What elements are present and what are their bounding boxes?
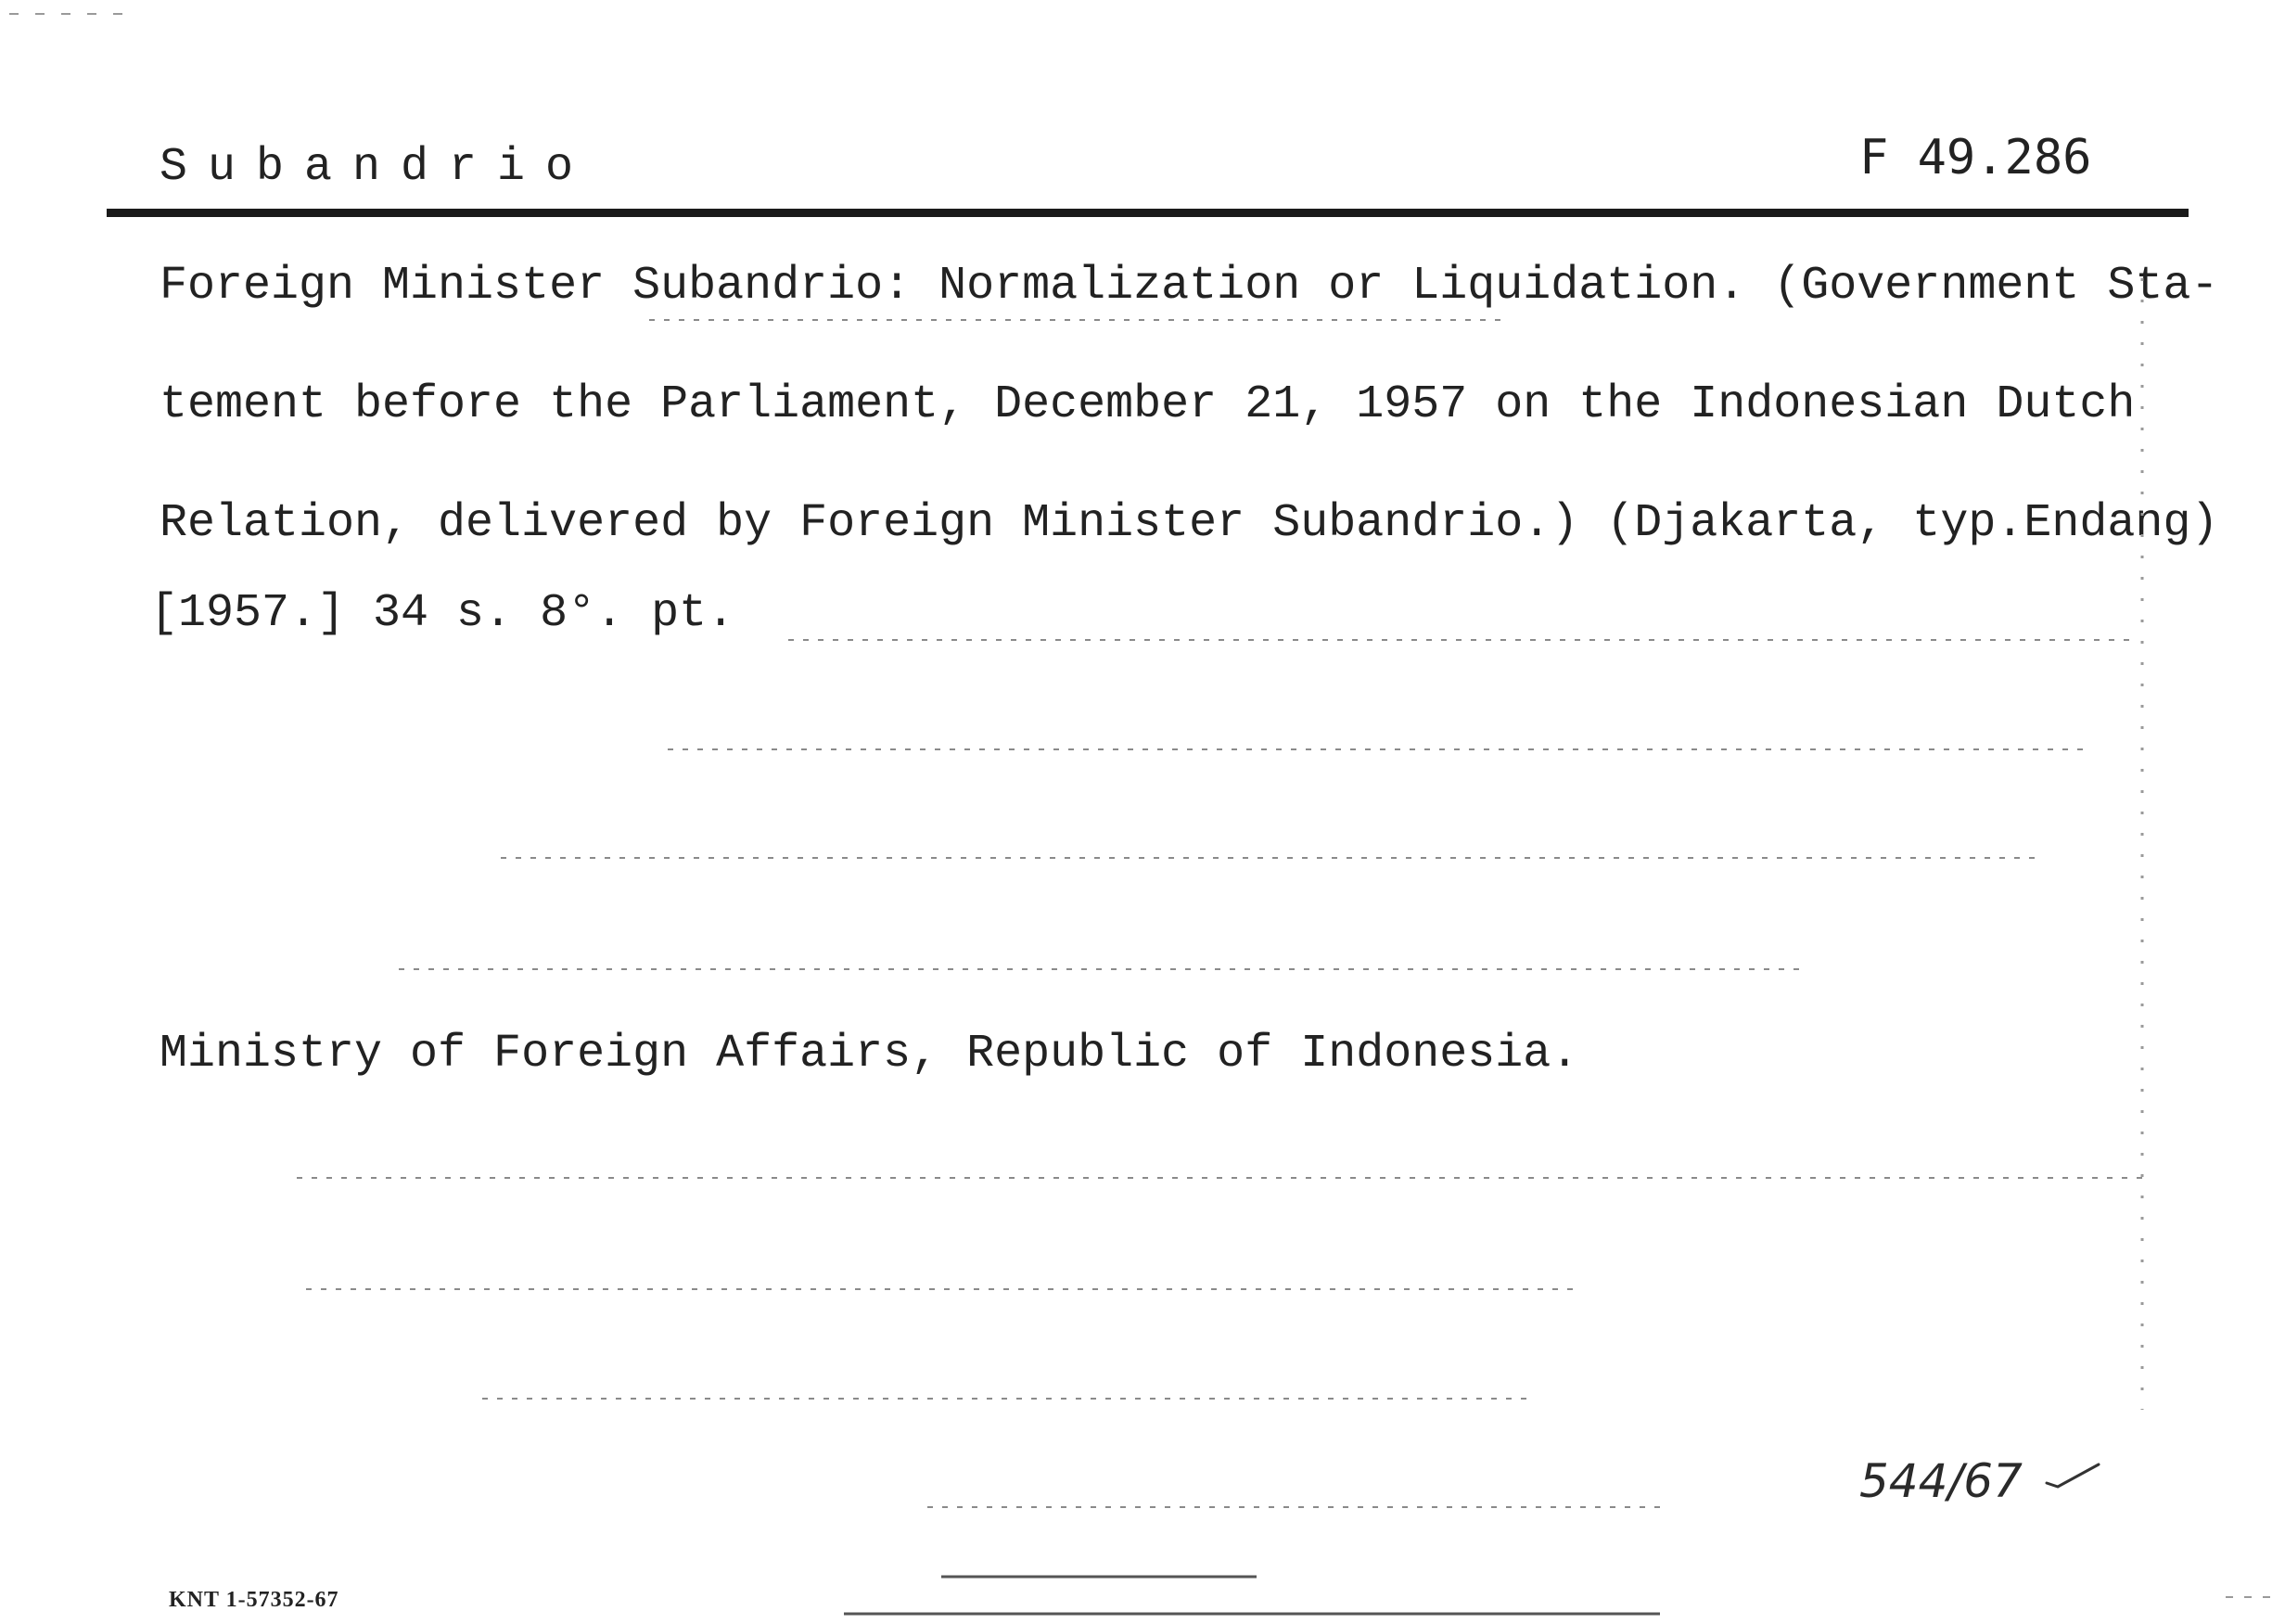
corporate-author: Ministry of Foreign Affairs, Republic of Indonesia. bbox=[160, 1028, 1579, 1081]
title-line-4: [1957.] 34 s. 8°. pt. bbox=[150, 587, 735, 640]
heading-rule bbox=[107, 209, 2189, 217]
title-line-3: Relation, delivered by Foreign Minister Subandrio.) (Djakarta, typ.Endang) bbox=[160, 497, 2219, 550]
call-number: F 49.286 bbox=[1859, 130, 2092, 185]
accession-number: 544/67 bbox=[1859, 1454, 2023, 1508]
check-mark-icon bbox=[2045, 1461, 2100, 1489]
print-code: KNT 1-57352-67 bbox=[169, 1588, 339, 1612]
title-line-1: Foreign Minister Subandrio: Normalization or Liquidation. (Government Sta- bbox=[160, 260, 2219, 313]
card-heading: Subandrio bbox=[160, 141, 594, 194]
title-line-2: tement before the Parliament, December 21, 1957 on the Indonesian Dutch bbox=[160, 378, 2136, 431]
